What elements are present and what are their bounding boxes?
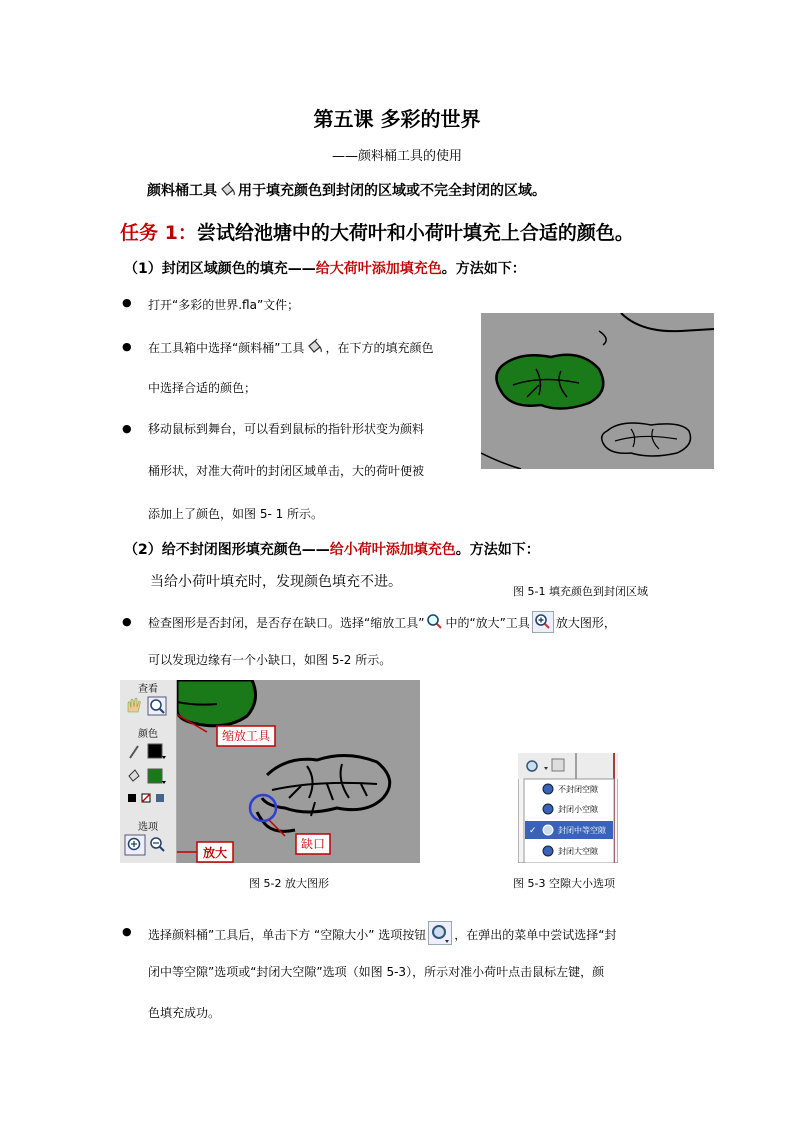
intro-after: 用于填充颜色到封闭的区域或不完全封闭的区域。 xyxy=(238,183,546,199)
step2-bullet-2c: 闭中等空隙”选项或“封闭大空隙”选项（如图 5-3），所示对准小荷叶点击鼠标左键，颜 xyxy=(148,965,605,979)
paint-bucket-icon xyxy=(306,338,323,355)
bullet-dot: ● xyxy=(122,925,132,938)
intro-before: 颜料桶工具 xyxy=(147,183,217,199)
step2-bullet-1c: 放大图形， xyxy=(555,616,616,630)
task1-heading xyxy=(120,218,634,245)
step2-suffix: 。方法如下： xyxy=(455,542,540,558)
step2-prefix: （2）给不封闭图形填充颜色—— xyxy=(124,542,330,558)
gap-size-icon xyxy=(428,921,452,945)
color-tools xyxy=(126,740,172,804)
step2-bullet-1 xyxy=(148,611,616,633)
menu-item[interactable] xyxy=(543,804,599,814)
task1-text: 尝试给池塘中的大荷叶和小荷叶填充上合适的颜色。 xyxy=(196,222,634,244)
tool-panel xyxy=(120,680,177,863)
step1-bullet-3b: 桶形状，对准大荷叶的封闭区域单击，大的荷叶便被 xyxy=(148,464,425,478)
callout-gap: 缺口 xyxy=(300,837,326,851)
menu-item-label: 封闭大空隙 xyxy=(558,847,598,856)
step2-bullet-2 xyxy=(148,921,617,945)
zoom-in-icon xyxy=(532,611,554,633)
figure-5-1-image xyxy=(481,313,714,469)
step2-note: 当给小荷叶填充时，发现颜色填充不进。 xyxy=(150,574,402,590)
step1-suffix: 。方法如下： xyxy=(441,261,526,277)
pencil-icon xyxy=(130,746,138,758)
bullet-dot: ● xyxy=(122,340,132,353)
magnifier-icon xyxy=(151,700,161,710)
bullet-dot: ● xyxy=(122,296,132,309)
page-subtitle: ——颜料桶工具的使用 xyxy=(331,149,462,164)
step1-prefix: （1）封闭区域颜色的填充—— xyxy=(124,261,316,277)
menu-item-selected[interactable] xyxy=(525,821,613,839)
figure-5-2-caption: 图 5-2 放大图形 xyxy=(249,877,329,890)
bucket-icon xyxy=(129,770,139,781)
zoom-tool-icon xyxy=(426,613,443,630)
callout-enlarge: 放大 xyxy=(202,846,228,860)
intro-paragraph xyxy=(147,180,546,200)
step1-bullet-2c: 中选择合适的颜色； xyxy=(148,381,257,395)
step2-heading xyxy=(124,539,540,559)
figure-5-1-caption: 图 5-1 填充颜色到封闭区域 xyxy=(513,585,648,598)
zoomed-stage xyxy=(177,680,420,863)
panel-color-label: 颜色 xyxy=(138,729,158,740)
task1-label: 任务 1： xyxy=(120,222,197,244)
svg-text:✓: ✓ xyxy=(529,826,537,836)
step2-bullet-1b: 中的“放大”工具 xyxy=(445,616,530,630)
step1-heading xyxy=(124,258,526,278)
step1-bullet-2b: ，在下方的填充颜色 xyxy=(325,341,434,355)
bullet-dot: ● xyxy=(122,422,132,435)
zoom-options xyxy=(124,834,172,856)
step1-bullet-2 xyxy=(148,338,433,356)
step2-highlight: 给小荷叶添加填充色 xyxy=(329,542,456,558)
callout-zoom: 缩放工具 xyxy=(221,729,271,743)
bullet-dot: ● xyxy=(122,615,132,628)
figure-5-3-image xyxy=(518,753,618,863)
menu-item[interactable] xyxy=(543,784,599,794)
menu-item-label: 封闭中等空隙 xyxy=(558,826,606,835)
step1-bullet-3c: 添加上了颜色，如图 5- 1 所示。 xyxy=(148,507,324,521)
menu-item-label: 封闭小空隙 xyxy=(558,805,598,814)
paint-bucket-icon xyxy=(219,181,236,198)
step2-bullet-1d: 可以发现边缘有一个小缺口，如图 5-2 所示。 xyxy=(148,653,392,667)
step2-bullet-2d: 色填充成功。 xyxy=(148,1006,221,1020)
view-tools xyxy=(124,696,172,716)
page-title: 第五课 多彩的世界 xyxy=(313,107,481,131)
panel-options-label: 选项 xyxy=(138,822,158,833)
hand-icon xyxy=(128,698,140,712)
panel-view-label: 查看 xyxy=(138,684,158,695)
step1-bullet-3a: 移动鼠标到舞台，可以看到鼠标的指针形状变为颜料 xyxy=(148,422,425,436)
step1-bullet-2a: 在工具箱中选择“颜料桶”工具 xyxy=(148,341,305,355)
menu-item-label: 不封闭空隙 xyxy=(558,785,598,794)
figure-5-2 xyxy=(120,680,420,863)
figure-5-3-caption: 图 5-3 空隙大小选项 xyxy=(513,877,615,890)
step2-bullet-2a: 选择颜料桶”工具后，单击下方 “空隙大小” 选项按钮 xyxy=(148,928,427,942)
step2-bullet-1a: 检查图形是否封闭，是否存在缺口。选择“缩放工具” xyxy=(148,616,425,630)
gap-size-button-icon xyxy=(527,761,537,771)
step1-highlight: 给大荷叶添加填充色 xyxy=(315,261,442,277)
step1-bullet-1: 打开“多彩的世界.fla”文件； xyxy=(148,298,300,312)
step2-bullet-2b: ，在弹出的菜单中尝试选择“封 xyxy=(454,928,617,942)
menu-item[interactable] xyxy=(543,846,599,856)
